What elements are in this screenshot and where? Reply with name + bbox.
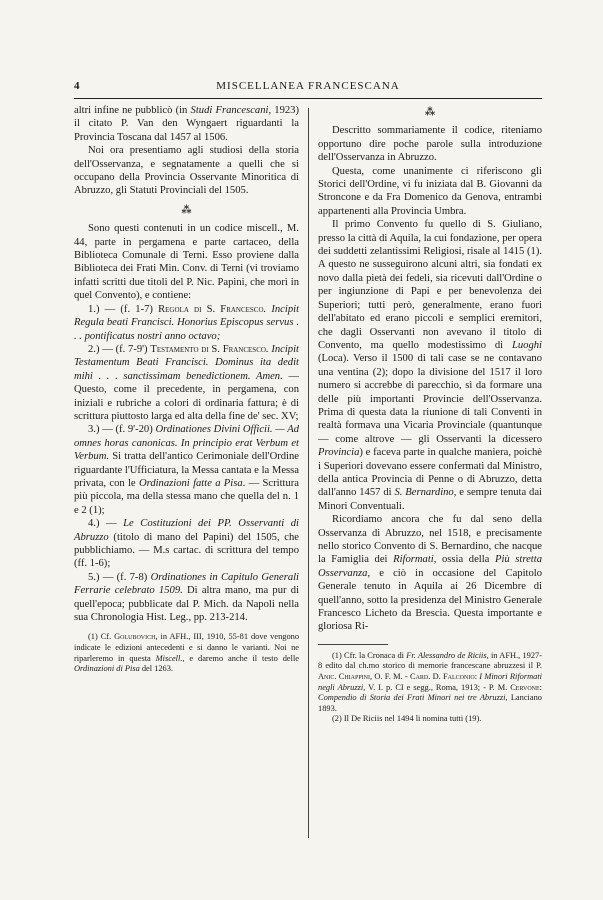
- list-item: 2.) — (f. 7-9') Testamento di S. Francesco. Incipit Testamentum Beati Francisci. Dominus ita dedit mihi . . . sanctissimam benedictionem. Amen. — Questo, come il precedente, in pergamena, con iniziali e rubriche a colori di ordinaria fattura; è di scrittura piuttosto larga ed alta della fine de' sec. XV;: [74, 343, 299, 422]
- footnote: (1) Cf. Golubovich, in AFH., III, 1910, 55-81 dove vengono indicate le edizioni antecedenti e si danno le varianti. Noi ne riparleremo in questa Miscell., e daremo anche il testo delle Ordinazioni di Pisa del 1263.: [74, 632, 300, 674]
- paragraph: altri infine ne pubblicò (in Studi Francescani, 1923) il citato P. Van den Wyngaert riguardanti la Provincia Toscana dal 1457 al 1506.: [74, 105, 299, 143]
- asterism: ⁂: [181, 204, 192, 216]
- running-header: [74, 80, 542, 99]
- paragraph: Il primo Convento fu quello di S. Giuliano, presso la città di Aquila, la cui fondazione, per opera dei suddetti zelantissimi Religiosi, risale al 1415 (1). A questo ne susseguirono alcuni altri, sia fondati ex novo dalla pietà dei fedeli, sia ricevuti dall'Ordine o per ingiunzione di Papi e per benevolenza dei Superiori; tutti però, generalmente, erano fuori dell'abitato ed erano piccoli e semplici eremitori, che dagli Osservanti non avevano il titolo di Convento, ma quello modestissimo di Luoghi (Loca). Verso il 1500 di tali case se ne contavano una ventina (2); dopo la divisione del 1517 il loro numero si accrebbe di parecchio, sì da formare una delle più importanti Provincie dell'Osservanza. Prima di questa data la riunione di tali Conventi in realtà formava una Vicaria Provinciale (quantunque — come altrove — gli Osservanti la dicessero Provincia) e faceva parte in qualche maniera, poichè i Superiori dovevano essere confermati dal Ministro, della antica Provincia di Penne o di Abruzzo, detta dall'anno 1457 di S. Bernardino, e sempre tenuta dai Minori Conventuali.: [318, 219, 543, 512]
- list-item: 5.) — (f. 7-8) Ordinationes in Capitulo Generali Ferrarie celebrato 1509. Di altra mano, ma pur di quell'epoca; pubblicate dal P. Mich. da Napoli nella sua Chronologia Hist. Leg., pp. 213-214.: [74, 571, 300, 624]
- list-item: 3.) — (f. 9'-20) Ordinationes Divini Officii. — Ad omnes horas canonicas. In principio erat Verbum et Verbum. Si tratta dell'antico Cerimoniale dell'Ordine riguardante l'Ufficiatura, la Messa cantata e la Messa privata, con le Ordinazioni fatte a Pisa. — Scrittura più piccola, ma della stessa mano che quella del n. 1 e 2 (1);: [74, 424, 299, 516]
- footnote-separator: [318, 644, 388, 645]
- right-column: [318, 104, 542, 725]
- page-number: 4: [74, 80, 80, 92]
- footnote: (2) Il De Riciis nel 1494 li nomina tutti (19).: [332, 714, 482, 724]
- left-column: [74, 104, 299, 675]
- paragraph: Ricordiamo ancora che fu dal seno della Osservanza di Abruzzo, nel 1518, e precisamente nello storico Convento di S. Bernardino, che nacque la Famiglia dei Riformati, ossia della Più stretta Osservanza, e ciò in occasione del Capitolo Generale tenuto in Aquila ai 26 Dicembre di quell'anno, sotto la presidenza del Ministro Generale Francesco Licheto da Brescia. Questa importante e gloriosa Ri-: [318, 514, 542, 633]
- paragraph: Noi ora presentiamo agli studiosi della storia dell'Osservanza, e segnatamente a quelli che si occupano della Provincia Osservante Minoritica di Abruzzo, gli Statuti Provinciali del 1505.: [74, 145, 299, 197]
- list-item: 4.) — Le Costituzioni dei PP. Osservanti di Abruzzo (titolo di mano del Papini) del 1505, che pubblichiamo. — M.s cartac. di scrittura del tempo (ff. 1-6);: [74, 518, 299, 570]
- paragraph: Sono questi contenuti in un codice miscell., M. 44, parte in pergamena e parte cartaceo, della Biblioteca Comunale di Terni. Esso proviene dalla Biblioteca dei Frati Min. Conv. di Terni (vi troviamo infatti scritti due titoli del P. Nic. Papini, che morì in quel Convento), e contiene:: [74, 223, 299, 302]
- asterism: ⁂: [424, 107, 436, 118]
- column-rule: [308, 108, 309, 838]
- running-title: MISCELLANEA FRANCESCANA: [216, 80, 400, 92]
- list-item: 1.) — (f. 1-7) Regola di S. Francesco. Incipit Regula beati Francisci. Honorius Episcopus servus . . . pontificatus nostri anno octavo;: [74, 303, 300, 342]
- paragraph: Descritto sommariamente il codice, riteniamo opportuno dire poche parole sulla introduzione dell'Osservanza in Abruzzo.: [318, 125, 542, 164]
- paragraph: Questa, come unanimente ci riferiscono gli Storici dell'Ordine, vi fu iniziata dal B. Giovanni da Stroncone e da Fra Domenico da Genova, entrambi appartenenti alla Provincia Umbra.: [318, 165, 542, 217]
- footnote: (1) Cfr. la Cronaca di Fr. Alessandro de Riciis, in AFH., 1927-8 edito dal ch.mo storico di memorie francescane abruzzesi il P. Anic. Chiappini, O. F. M. - Card. D. Falconio: I Minori Riformati negli Abruzzi, V. I. p. CI e segg., Roma, 1913; - P. M. Cervone: Compendio di Storia dei Frati Minori nei tre Abruzzi, Lanciano 1893.: [318, 650, 542, 713]
